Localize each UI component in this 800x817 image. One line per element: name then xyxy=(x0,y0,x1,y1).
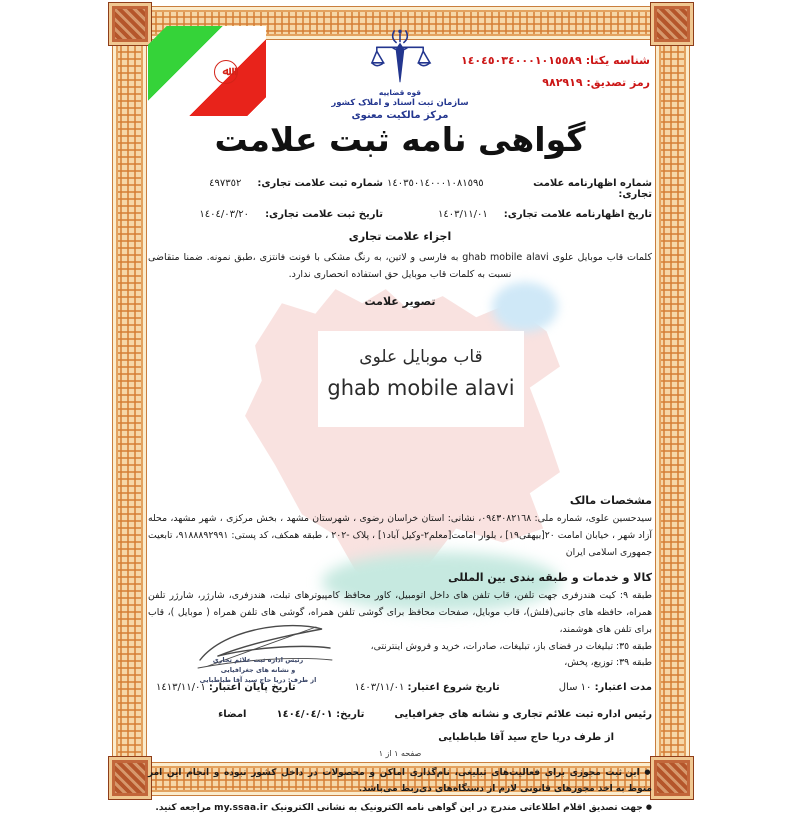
duration-label: مدت اعتبار: xyxy=(594,682,652,694)
note-verification xyxy=(148,800,652,816)
registration-date-field xyxy=(148,209,387,220)
footer-notes xyxy=(148,765,652,817)
validity-duration xyxy=(559,682,652,693)
components-text: کلمات قاب موبایل علوی ghab mobile alavi به فارسی و لاتین، به رنگ مشکی با فونت فانتزی ،طبق نمونه. ضمنا متقاضی نسبت به کلمات قاب موبایل حق استفاده انحصاری ندارد. xyxy=(148,252,652,281)
signature-date xyxy=(276,709,364,720)
note-licensing-text: این ثبت مجوزی برای فعالیت‌های تبلیغی، نام‌گذاری اماکن و محصولات در داخل کشور نبوده و انجام این امر منوط به اخذ مجوزهای قانونی لازم از دستگاه‌های ذی‌ربط می‌باشد. xyxy=(148,768,652,795)
verification-site-url: my.ssaa.ir xyxy=(214,803,268,814)
flag-allah-emblem-icon: ﷲ xyxy=(214,60,238,84)
signature-date-value: ١٤٠٤/٠٤/٠١ xyxy=(276,709,333,721)
registration-date-value: ١٤٠٤/٠٣/٢٠ xyxy=(199,209,250,220)
signature-date-label: تاریخ: xyxy=(336,709,365,721)
application-date-value: ١٤٠٣/١١/٠١ xyxy=(438,209,488,220)
signatory-title: رئیس اداره ثبت علائم تجاری و نشانه های جغرافیایی xyxy=(394,709,652,721)
start-date-label: تاریخ شروع اعتبار: xyxy=(407,682,500,694)
application-date-label: تاریخ اظهارنامه علامت تجاری: xyxy=(503,209,652,220)
verify-code-value: ٩٨٢٩١٩ xyxy=(542,76,583,89)
judiciary-emblem-block xyxy=(0,28,800,121)
registration-number-label: شماره ثبت علامت تجاری: xyxy=(257,178,383,189)
certificate-title: گواهی نامه ثبت علامت xyxy=(214,120,586,159)
judiciary-scales-icon xyxy=(369,28,431,86)
org-line-judiciary: قوه قضاییه xyxy=(378,88,422,97)
unique-id-label: شناسه یکتا: xyxy=(585,54,650,67)
certificate-body xyxy=(148,178,652,817)
application-number-value: ١٤٠٣٥٠١٤٠٠٠١٠٨١٥٩٥ xyxy=(387,178,484,189)
duration-value: ١٠ سال xyxy=(558,682,592,694)
stamp-line-3: از طرف: دریا حاج سید آقا طباطبایی xyxy=(199,675,317,684)
note-verification-suffix: مراجعه کنید. xyxy=(155,803,212,814)
bullet-icon: ● xyxy=(644,768,652,777)
registration-number-field xyxy=(148,178,387,200)
goods-class-9: طبقه ٩: کیت هندزفری جهت تلفن، قاب تلفن های داخل اتومبیل، کاور محافظ کامپیوترهای تبلت، هندزفری، شارژر، شارژر تلفن همراه، حافظه های جانبی(فلش)، قاب موبایل، صفحات محافظ برای گوشی تلفن همراه، گوشی های تلفن همراه ( موبایل )، قاب برای تلفن های هوشمند، xyxy=(148,590,652,635)
trademark-text-farsi: قاب موبایل علوی xyxy=(359,347,483,367)
goods-class-39: طبقه ٣٩: توزیع، پخش، xyxy=(564,657,652,669)
note-licensing xyxy=(148,765,652,797)
owner-text: سیدحسین علوی، شماره ملی: ٠٩٤٣٠٨٢١٦٨، نشانی: استان خراسان رضوی ، شهرستان مشهد ، بخش مرکزی ، شهر مشهد، محله آزاد شهر ، خیابان امامت ٢٠[بیهقی١٩] ، بلوار امامت[معلم٢-وکیل آباد١] ، پلاک -٢٠٢ ، طبقه همکف، کد پستی: ٩١٨٨٨٩٢٩٩١، تابعیت جمهوری اسلامی ایران xyxy=(148,513,652,558)
org-line-registration: سازمان ثبت اسناد و املاک کشور xyxy=(331,98,469,108)
border-corner-ornament xyxy=(108,756,152,800)
trademark-image-box xyxy=(318,331,524,427)
application-date-field xyxy=(387,209,652,220)
dates-row xyxy=(148,209,652,220)
stamp-line-2: و نشانه های جغرافیایی xyxy=(220,665,296,674)
org-line-ip-center: مرکز مالکیت معنوی xyxy=(351,110,449,121)
registration-date-label: تاریخ ثبت علامت تجاری: xyxy=(265,209,383,220)
goods-class-35: طبقه ٣٥: تبلیغات در فضای باز، تبلیغات، صادرات، خرید و فروش اینترنتی، xyxy=(370,640,652,652)
components-heading: اجزاء علامت تجاری xyxy=(348,230,452,243)
stamp-line-1: رئیس اداره ثبت علائم تجاری xyxy=(212,656,304,664)
end-date-value: ١٤١٣/١١/٠١ xyxy=(156,682,206,694)
start-date-value: ١٤٠٣/١١/٠١ xyxy=(354,682,405,694)
end-date-label: تاریخ پایان اعتبار: xyxy=(208,682,296,694)
on-behalf-line: از طرف دریا حاج سید آقا طباطبایی xyxy=(438,732,614,744)
owner-heading: مشخصات مالک xyxy=(569,494,652,508)
page-number: صفحه ١ از ١ xyxy=(378,749,422,758)
signatory-row xyxy=(148,709,652,720)
verify-code-label: رمز تصدیق: xyxy=(586,76,650,89)
border-corner-ornament xyxy=(650,756,694,800)
numbers-row xyxy=(148,178,652,200)
registration-number-value: ٤٩٧٣٥٢ xyxy=(209,178,242,189)
signature-label: امضاء xyxy=(218,709,247,721)
validity-start xyxy=(355,682,500,693)
goods-heading: کالا و خدمات و طبقه بندی بین المللی xyxy=(448,571,652,585)
trademark-text-latin: ghab mobile alavi xyxy=(327,376,515,400)
bullet-icon: ● xyxy=(645,803,652,812)
official-stamp-text xyxy=(178,656,338,685)
unique-id-value: ١٤٠٤٥٠٣٤٠٠٠١٠١٥٥٨٩ xyxy=(460,54,582,67)
application-number-label: شماره اظهارنامه علامت تجاری: xyxy=(533,178,652,200)
mark-image-heading: تصویر علامت xyxy=(364,295,436,309)
application-number-field xyxy=(387,178,652,200)
note-verification-prefix: جهت تصدیق اقلام اطلاعاتی مندرج در این گواهی نامه الکترونیک به نشانی الکترونیک xyxy=(270,803,643,814)
